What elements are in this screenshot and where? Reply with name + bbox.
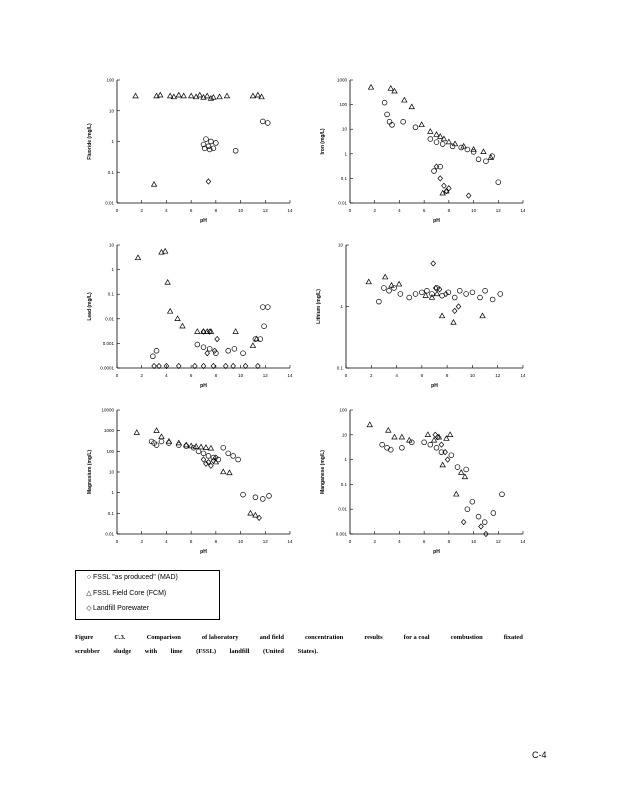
y-axis-label: Manganese (mg/L) — [320, 450, 326, 494]
chart-fluoride — [87, 77, 293, 224]
data-point-triangle — [425, 432, 430, 437]
y-tick-label: 1 — [340, 304, 343, 309]
x-tick-label: 10 — [471, 208, 477, 213]
legend-item-mad — [85, 574, 178, 581]
data-point-triangle — [452, 141, 457, 146]
y-tick-label: 0.01 — [105, 531, 114, 537]
data-point-triangle — [386, 428, 391, 433]
data-point-triangle — [471, 147, 476, 152]
y-tick-label: 10000 — [101, 407, 114, 413]
x-tick-label: 8 — [447, 539, 451, 544]
x-tick-label: 6 — [189, 373, 193, 378]
data-point-circle — [496, 180, 501, 185]
y-tick-label: 0.1 — [107, 291, 114, 297]
data-point-triangle — [462, 474, 467, 479]
y-tick-label: 10 — [108, 469, 114, 475]
data-point-circle — [209, 139, 214, 144]
triangle-marker-icon: △ — [86, 590, 92, 597]
data-point-triangle — [250, 343, 255, 348]
data-point-circle — [232, 346, 237, 351]
y-axis-label: Iron (mg/L) — [320, 128, 326, 155]
data-point-triangle — [233, 329, 238, 334]
data-point-triangle — [255, 92, 260, 97]
data-point-triangle — [419, 122, 424, 127]
y-tick-label: 0.001 — [102, 340, 114, 346]
caption-word: States). — [297, 648, 318, 655]
x-axis-label: pH — [200, 218, 207, 224]
x-tick-label: 10 — [238, 373, 244, 378]
x-tick-label: 10 — [238, 539, 244, 544]
caption-word: of laboratory — [201, 634, 239, 641]
x-tick-label: 4 — [165, 373, 168, 378]
data-point-triangle — [480, 313, 485, 318]
data-point-triangle — [205, 93, 210, 98]
data-point-diamond — [439, 442, 444, 447]
y-tick-label: 100 — [106, 448, 114, 454]
y-tick-label: 0.1 — [336, 365, 343, 371]
x-tick-label: 4 — [165, 208, 168, 213]
caption-word: (United — [263, 648, 284, 655]
data-point-diamond — [431, 261, 436, 266]
x-tick-label: 0 — [115, 208, 119, 213]
x-tick-label: 12 — [495, 539, 501, 544]
data-point-circle — [262, 324, 267, 329]
data-point-diamond — [438, 176, 443, 181]
diamond-marker-icon: ◇ — [86, 605, 92, 612]
data-point-triangle — [193, 94, 198, 99]
data-point-circle — [233, 148, 238, 153]
y-tick-label: 10 — [337, 242, 343, 248]
x-tick-label: 6 — [189, 208, 193, 213]
data-point-circle — [226, 451, 231, 456]
caption-word: with — [144, 648, 158, 655]
data-point-circle — [195, 342, 200, 347]
data-point-circle — [226, 348, 231, 353]
y-axis-label: Lead (mg/L) — [87, 292, 93, 321]
data-point-diamond — [479, 524, 484, 529]
x-tick-label: 12 — [495, 208, 501, 213]
caption-line-2 — [75, 645, 318, 659]
x-tick-label: 12 — [262, 373, 268, 378]
data-point-triangle — [208, 446, 213, 451]
data-point-circle — [452, 295, 457, 300]
y-axis-label: Lithium (mg/L) — [316, 289, 322, 324]
y-tick-label: 1 — [111, 490, 114, 496]
figure-caption — [75, 631, 523, 659]
data-point-triangle — [368, 85, 373, 90]
data-point-circle — [428, 137, 433, 142]
x-tick-label: 8 — [445, 373, 449, 378]
data-point-circle — [407, 295, 412, 300]
legend-item-fcm — [85, 589, 166, 597]
x-tick-label: 6 — [422, 539, 426, 544]
data-point-circle — [400, 445, 405, 450]
data-point-circle — [154, 348, 159, 353]
data-point-triangle — [176, 92, 181, 97]
data-point-triangle — [454, 491, 459, 496]
data-point-diamond — [466, 193, 471, 198]
data-point-triangle — [383, 274, 388, 279]
data-point-triangle — [446, 139, 451, 144]
caption-word: (FSSL) — [196, 648, 217, 655]
data-point-triangle — [402, 97, 407, 102]
x-tick-label: 12 — [262, 539, 268, 544]
legend-label: FSSL Field Core (FCM) — [93, 590, 167, 597]
data-point-triangle — [248, 511, 253, 516]
data-point-diamond — [456, 304, 461, 309]
x-axis-label: pH — [200, 383, 207, 389]
data-point-circle — [265, 305, 270, 310]
data-point-triangle — [451, 320, 456, 325]
data-point-triangle — [388, 86, 393, 91]
data-point-circle — [434, 445, 439, 450]
data-point-triangle — [224, 93, 229, 98]
caption-word: lime — [170, 648, 183, 655]
page-number: C-4 — [532, 750, 547, 760]
data-point-triangle — [158, 92, 163, 97]
data-point-circle — [449, 453, 454, 458]
data-point-triangle — [367, 422, 372, 427]
data-point-triangle — [133, 93, 138, 98]
data-point-triangle — [250, 93, 255, 98]
data-point-circle — [428, 442, 433, 447]
data-point-circle — [498, 292, 503, 297]
x-tick-label: 2 — [140, 208, 143, 213]
y-tick-label: 10 — [108, 108, 114, 114]
data-point-triangle — [409, 104, 414, 109]
data-point-diamond — [215, 336, 220, 341]
data-point-circle — [382, 100, 387, 105]
data-point-triangle — [434, 291, 439, 296]
data-point-circle — [476, 157, 481, 162]
x-tick-label: 2 — [140, 539, 143, 544]
x-tick-label: 6 — [420, 373, 424, 378]
x-tick-label: 4 — [395, 373, 398, 378]
caption-word: concentration — [305, 634, 344, 641]
x-tick-label: 8 — [214, 208, 218, 213]
circle-marker-icon: ○ — [86, 574, 92, 581]
data-point-circle — [385, 445, 390, 450]
caption-word: for a coal — [403, 634, 430, 641]
data-point-circle — [425, 288, 430, 293]
x-axis-label: pH — [200, 549, 207, 555]
x-tick-label: 14 — [287, 373, 293, 378]
data-point-circle — [419, 290, 424, 295]
y-tick-label: 1 — [111, 267, 114, 273]
data-point-circle — [260, 119, 265, 124]
data-point-triangle — [397, 281, 402, 286]
data-point-triangle — [447, 432, 452, 437]
x-tick-label: 10 — [471, 539, 477, 544]
x-tick-label: 14 — [287, 208, 293, 213]
data-point-triangle — [154, 428, 159, 433]
data-point-triangle — [151, 182, 156, 187]
data-point-triangle — [203, 445, 208, 450]
x-axis-label: pH — [431, 383, 438, 389]
data-point-triangle — [181, 93, 186, 98]
x-tick-label: 2 — [373, 539, 376, 544]
y-tick-label: 100 — [106, 77, 114, 83]
x-tick-label: 0 — [344, 373, 348, 378]
data-point-circle — [483, 288, 488, 293]
data-point-diamond — [445, 457, 450, 462]
y-tick-label: 10 — [341, 432, 347, 438]
data-point-triangle — [195, 329, 200, 334]
data-point-circle — [207, 346, 212, 351]
x-tick-label: 10 — [469, 373, 475, 378]
data-point-circle — [213, 141, 218, 146]
data-point-circle — [376, 299, 381, 304]
caption-word: scrubber — [75, 648, 100, 655]
data-point-triangle — [163, 249, 168, 254]
x-tick-label: 2 — [140, 373, 143, 378]
caption-word: Figure — [75, 634, 94, 641]
x-tick-label: 2 — [373, 208, 376, 213]
data-point-triangle — [135, 255, 140, 260]
data-point-circle — [484, 159, 489, 164]
x-axis-label: pH — [433, 549, 440, 555]
data-point-triangle — [439, 313, 444, 318]
data-point-circle — [260, 305, 265, 310]
y-tick-label: 1 — [344, 457, 347, 463]
chart-lead — [87, 242, 293, 389]
x-tick-label: 6 — [189, 539, 193, 544]
x-tick-label: 4 — [398, 539, 401, 544]
data-point-circle — [465, 507, 470, 512]
data-point-circle — [206, 454, 211, 459]
caption-word: results — [364, 634, 383, 641]
caption-word: fixated — [503, 634, 523, 641]
data-point-triangle — [189, 93, 194, 98]
data-point-circle — [387, 288, 392, 293]
x-tick-label: 14 — [520, 539, 526, 544]
caption-word: combustion — [450, 634, 483, 641]
data-point-circle — [184, 444, 189, 449]
y-tick-label: 0.0001 — [100, 365, 114, 371]
data-point-triangle — [440, 462, 445, 467]
y-tick-label: 0.1 — [107, 510, 114, 516]
data-point-circle — [201, 451, 206, 456]
x-tick-label: 14 — [520, 373, 526, 378]
data-point-triangle — [459, 470, 464, 475]
data-point-circle — [401, 119, 406, 124]
y-tick-label: 1000 — [103, 428, 114, 434]
legend — [75, 570, 220, 620]
y-tick-label: 0.1 — [107, 169, 114, 175]
data-point-circle — [457, 288, 462, 293]
caption-word: landfill — [229, 648, 250, 655]
y-tick-label: 0.1 — [340, 481, 347, 487]
data-point-circle — [470, 499, 475, 504]
y-axis-label: Fluoride (mg/L) — [87, 123, 93, 160]
data-point-triangle — [392, 434, 397, 439]
data-point-circle — [464, 292, 469, 297]
data-point-circle — [390, 122, 395, 127]
data-point-triangle — [197, 92, 202, 97]
y-tick-label: 100 — [339, 102, 347, 108]
y-tick-label: 0.01 — [105, 316, 114, 322]
data-point-circle — [236, 457, 241, 462]
data-point-circle — [464, 467, 469, 472]
data-point-diamond — [452, 308, 457, 313]
x-tick-label: 8 — [447, 208, 451, 213]
data-point-circle — [476, 514, 481, 519]
data-point-circle — [265, 121, 270, 126]
x-tick-label: 0 — [115, 539, 119, 544]
x-tick-label: 2 — [370, 373, 373, 378]
data-point-circle — [398, 292, 403, 297]
legend-label: Landfill Porewater — [93, 605, 150, 612]
data-point-triangle — [366, 279, 371, 284]
data-point-circle — [392, 286, 397, 291]
caption-word: sludge — [113, 648, 132, 655]
x-tick-label: 4 — [165, 539, 168, 544]
data-point-triangle — [253, 513, 258, 518]
data-point-circle — [455, 465, 460, 470]
x-tick-label: 14 — [287, 539, 293, 544]
data-point-circle — [253, 495, 258, 500]
data-point-circle — [413, 292, 418, 297]
data-point-triangle — [434, 132, 439, 137]
data-point-circle — [432, 169, 437, 174]
legend-item-porewater — [85, 604, 149, 612]
x-tick-label: 4 — [398, 208, 401, 213]
chart-manganese — [320, 407, 526, 555]
caption-word: C.3. — [114, 634, 126, 641]
data-point-triangle — [165, 280, 170, 285]
y-tick-label: 100 — [339, 407, 347, 413]
y-tick-label: 1 — [344, 151, 347, 157]
x-tick-label: 8 — [214, 373, 218, 378]
data-point-circle — [387, 119, 392, 124]
data-point-circle — [231, 454, 236, 459]
data-point-circle — [490, 297, 495, 302]
data-point-circle — [150, 354, 155, 359]
data-point-triangle — [159, 434, 164, 439]
x-tick-label: 0 — [348, 208, 352, 213]
data-point-circle — [204, 137, 209, 142]
x-tick-label: 6 — [422, 208, 426, 213]
data-point-circle — [500, 492, 505, 497]
data-point-circle — [482, 520, 487, 525]
y-tick-label: 0.01 — [105, 200, 114, 206]
y-tick-label: 1 — [111, 139, 114, 144]
data-point-circle — [470, 290, 475, 295]
x-tick-label: 0 — [115, 373, 119, 378]
data-point-circle — [196, 449, 201, 454]
chart-iron — [320, 77, 526, 224]
y-tick-label: 0.1 — [340, 175, 347, 181]
data-point-circle — [241, 351, 246, 356]
data-point-circle — [241, 492, 246, 497]
data-point-triangle — [428, 129, 433, 134]
data-point-triangle — [488, 155, 493, 160]
data-point-triangle — [389, 283, 394, 288]
data-point-triangle — [259, 94, 264, 99]
data-point-circle — [382, 286, 387, 291]
data-point-circle — [221, 445, 226, 450]
data-point-circle — [267, 493, 272, 498]
y-tick-label: 0.01 — [338, 506, 347, 512]
data-point-triangle — [180, 323, 185, 328]
data-point-circle — [385, 112, 390, 117]
data-point-circle — [478, 295, 483, 300]
x-tick-label: 0 — [348, 539, 352, 544]
legend-label: FSSL "as produced" (MAD) — [93, 574, 178, 581]
caption-word: and field — [259, 634, 284, 641]
x-tick-label: 12 — [262, 208, 268, 213]
data-point-diamond — [433, 432, 438, 437]
data-point-circle — [450, 144, 455, 149]
x-tick-label: 10 — [238, 208, 244, 213]
data-point-triangle — [481, 149, 486, 154]
data-point-circle — [260, 496, 265, 501]
y-tick-label: 10 — [108, 242, 114, 248]
data-point-triangle — [217, 94, 222, 99]
data-point-diamond — [201, 457, 206, 462]
data-point-circle — [159, 439, 164, 444]
chart-magnesium — [87, 407, 293, 555]
data-point-diamond — [461, 520, 466, 525]
data-point-triangle — [198, 444, 203, 449]
data-point-circle — [430, 292, 435, 297]
y-tick-label: 1000 — [336, 77, 347, 83]
data-point-circle — [491, 511, 496, 516]
caption-line-1 — [75, 631, 523, 645]
data-point-triangle — [175, 316, 180, 321]
y-tick-label: 0.001 — [335, 531, 347, 537]
caption-word: Comparison — [146, 634, 181, 641]
data-point-circle — [440, 142, 445, 147]
data-point-circle — [201, 345, 206, 350]
chart-lithium — [316, 242, 526, 389]
data-point-diamond — [442, 183, 447, 188]
y-tick-label: 0.01 — [338, 200, 347, 206]
data-point-circle — [434, 140, 439, 145]
data-point-triangle — [168, 309, 173, 314]
data-point-circle — [422, 440, 427, 445]
data-point-circle — [388, 447, 393, 452]
data-point-triangle — [399, 434, 404, 439]
x-axis-label: pH — [433, 218, 440, 224]
data-point-triangle — [221, 469, 226, 474]
data-point-circle — [413, 125, 418, 130]
data-point-triangle — [134, 430, 139, 435]
x-tick-label: 8 — [214, 539, 218, 544]
data-point-diamond — [206, 179, 211, 184]
y-axis-label: Magnesium (mg/L) — [87, 449, 93, 495]
y-tick-label: 10 — [341, 126, 347, 132]
x-tick-label: 12 — [495, 373, 501, 378]
x-tick-label: 14 — [520, 208, 526, 213]
data-point-circle — [380, 442, 385, 447]
data-point-triangle — [227, 470, 232, 475]
